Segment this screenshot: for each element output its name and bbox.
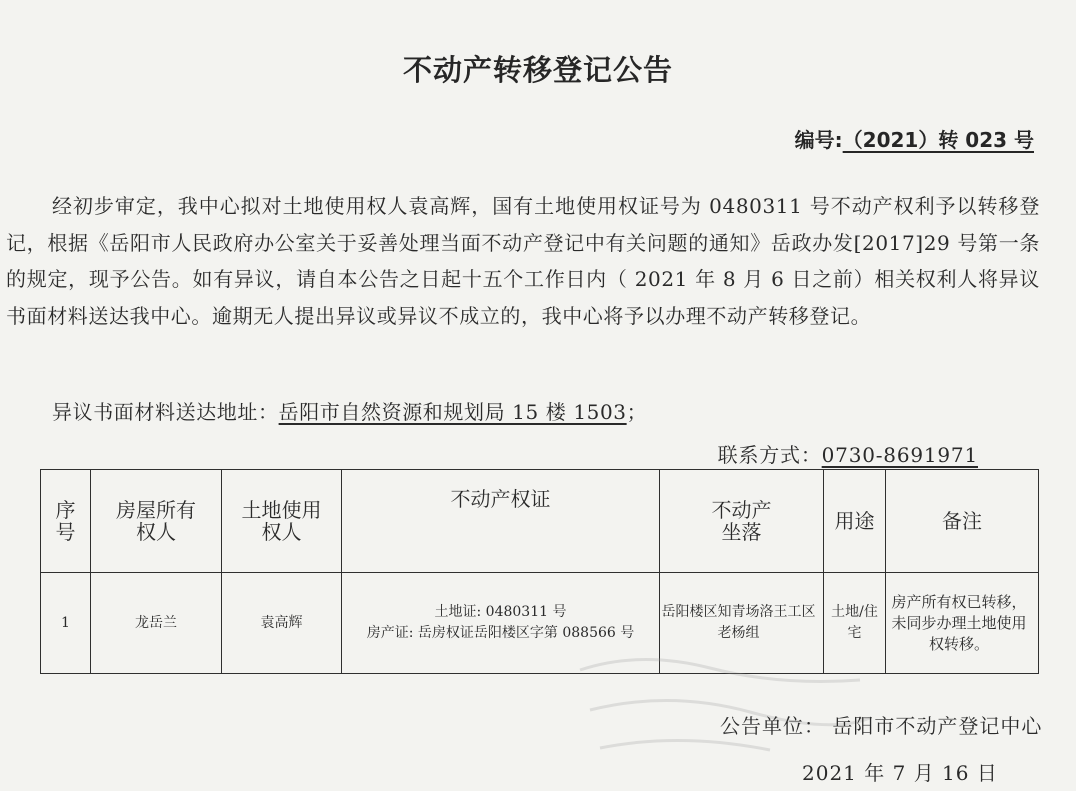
document-number bbox=[795, 124, 1034, 153]
header-land-user: 土地使用 权人 bbox=[222, 470, 342, 573]
contact-info bbox=[718, 439, 978, 468]
contact-label: 联系方式： bbox=[717, 443, 822, 467]
header-property-location: 不动产 坐落 bbox=[660, 470, 824, 573]
header-usage: 用途 bbox=[824, 470, 886, 573]
issuing-unit-name: 岳阳市不动产登记中心 bbox=[832, 714, 1043, 738]
cell-serial-number: 1 bbox=[41, 573, 91, 674]
cell-property-location: 岳阳楼区知青场洛王工区老杨组 bbox=[660, 573, 824, 674]
document-number-value: （2021）转 023 号 bbox=[842, 128, 1034, 152]
header-house-owner: 房屋所有 权人 bbox=[91, 470, 222, 573]
objection-address-value: 岳阳市自然资源和规划局 15 楼 1503 bbox=[278, 400, 627, 424]
cell-remark: 房产所有权已转移，未同步办理土地使用权转移。 bbox=[886, 573, 1039, 674]
issuing-unit-label: 公告单位： bbox=[720, 714, 825, 738]
header-serial-number: 序 号 bbox=[41, 470, 91, 573]
objection-address-label: 异议书面材料送达地址： bbox=[52, 400, 279, 424]
document-number-label: 编号: bbox=[794, 128, 843, 152]
cell-land-user: 袁高辉 bbox=[222, 573, 342, 674]
cell-house-owner: 龙岳兰 bbox=[91, 573, 222, 674]
document-title: 不动产转移登记公告 bbox=[402, 53, 673, 87]
house-certificate: 房产证: 岳房权证岳阳楼区字第 088566 号 bbox=[366, 625, 635, 641]
header-remark: 备注 bbox=[886, 470, 1039, 573]
issuing-unit bbox=[720, 710, 1042, 739]
registration-table bbox=[40, 469, 1039, 674]
cell-usage: 土地/住宅 bbox=[824, 573, 886, 674]
land-certificate: 土地证: 0480311 号 bbox=[434, 604, 567, 620]
table-header-row bbox=[41, 470, 1039, 573]
faint-stamp-mark bbox=[560, 640, 880, 770]
objection-address bbox=[52, 396, 647, 425]
header-property-certificate: 不动产权证 bbox=[342, 470, 660, 573]
announcement-date: 2021 年 7 月 16 日 bbox=[802, 761, 998, 785]
table-row bbox=[41, 573, 1039, 674]
announcement-body: 经初步审定，我中心拟对土地使用权人袁高辉，国有土地使用权证号为 0480311 号不动产权利予以转移登记，根据《岳阳市人民政府办公室关于妥善处理当面不动产登记中有关问题的通知》岳政办发[2017]29 号第一条的规定，现予公告。如有异议，请自本公告之日起十五个工作日内（ 2021 年 8 月 6 日之前）相关权利人将异议书面材料送达我中心。逾期无人提出异议或异议不成立的，我中心将予以办理不动产转移登记。 bbox=[6, 194, 1040, 328]
objection-address-suffix: ； bbox=[626, 400, 648, 424]
contact-phone: 0730-8691971 bbox=[821, 443, 978, 467]
